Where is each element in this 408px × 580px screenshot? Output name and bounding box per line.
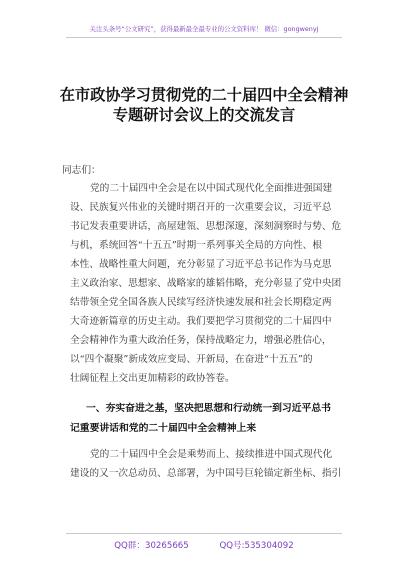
document-title-line-1: 在市政协学习贯彻党的二十届四中全会精神 (59, 86, 349, 104)
document-title-line-2: 专题研讨会议上的交流发言 (112, 106, 296, 124)
header-notice: 关注头条号“公文研究”，获得最新最全最专业的公文资料库！ 微信：gongwenyj (89, 25, 319, 33)
paragraph-1-line: 与机，系统回答“十五五”时期一系列事关全局的方向性、根 (70, 240, 323, 251)
paragraph-1-line: 本性、战略性重大问题，充分彰显了习近平总书记作为马克思 (70, 259, 332, 270)
paragraph-1-line: 壮阔征程上交出更加精彩的政协答卷。 (70, 373, 235, 384)
paragraph-1-line: 书记发表重要讲话，高屋建瓴、思想深邃，深刻洞察时与势、危 (70, 221, 342, 232)
paragraph-1-line: 以“四个凝聚”新成效应变局、开新局，在奋进“十五五”的 (70, 354, 313, 365)
paragraph-1-line: 党的二十届四中全会是在以中国式现代化全面推进强国建 (90, 183, 333, 194)
footer-divider (66, 533, 342, 534)
paragraph-1-line: 大奇迹新篇章的历史主动。我们要把学习贯彻党的二十届四中 (70, 316, 332, 327)
greeting: 同志们： (62, 165, 101, 176)
paragraph-1-line: 设、民族复兴伟业的关键时期召开的一次重要会议，习近平总 (70, 202, 332, 213)
footer (0, 539, 408, 551)
paragraph-1-line: 全会精神作为重大政治任务，保持战略定力，增强必胜信心， (70, 335, 332, 346)
paragraph-1-line: 主义政治家、思想家、战略家的雄韬伟略，充分彰显了党中央团 (70, 278, 342, 289)
paragraph-1-line: 结带领全党全国各族人民续写经济快速发展和社会长期稳定两 (70, 297, 332, 308)
header-divider (66, 37, 342, 38)
paragraph-2-line: 建设的又一次总动员、总部署，为中国号巨轮锚定新坐标、指引 (70, 468, 342, 479)
footer-qq-number: QQ号:535304092 (219, 541, 294, 551)
paragraph-2-line: 党的二十届四中全会是乘势而上、接续推进中国式现代化 (90, 449, 333, 460)
footer-qq-group: QQ群：30265665 (114, 541, 189, 551)
section-1-heading-line: 记重要讲话和党的二十届四中全会精神上来 (70, 423, 257, 434)
section-1-heading-line: 一、夯实奋进之基，坚决把思想和行动统一到习近平总书 (86, 403, 331, 414)
